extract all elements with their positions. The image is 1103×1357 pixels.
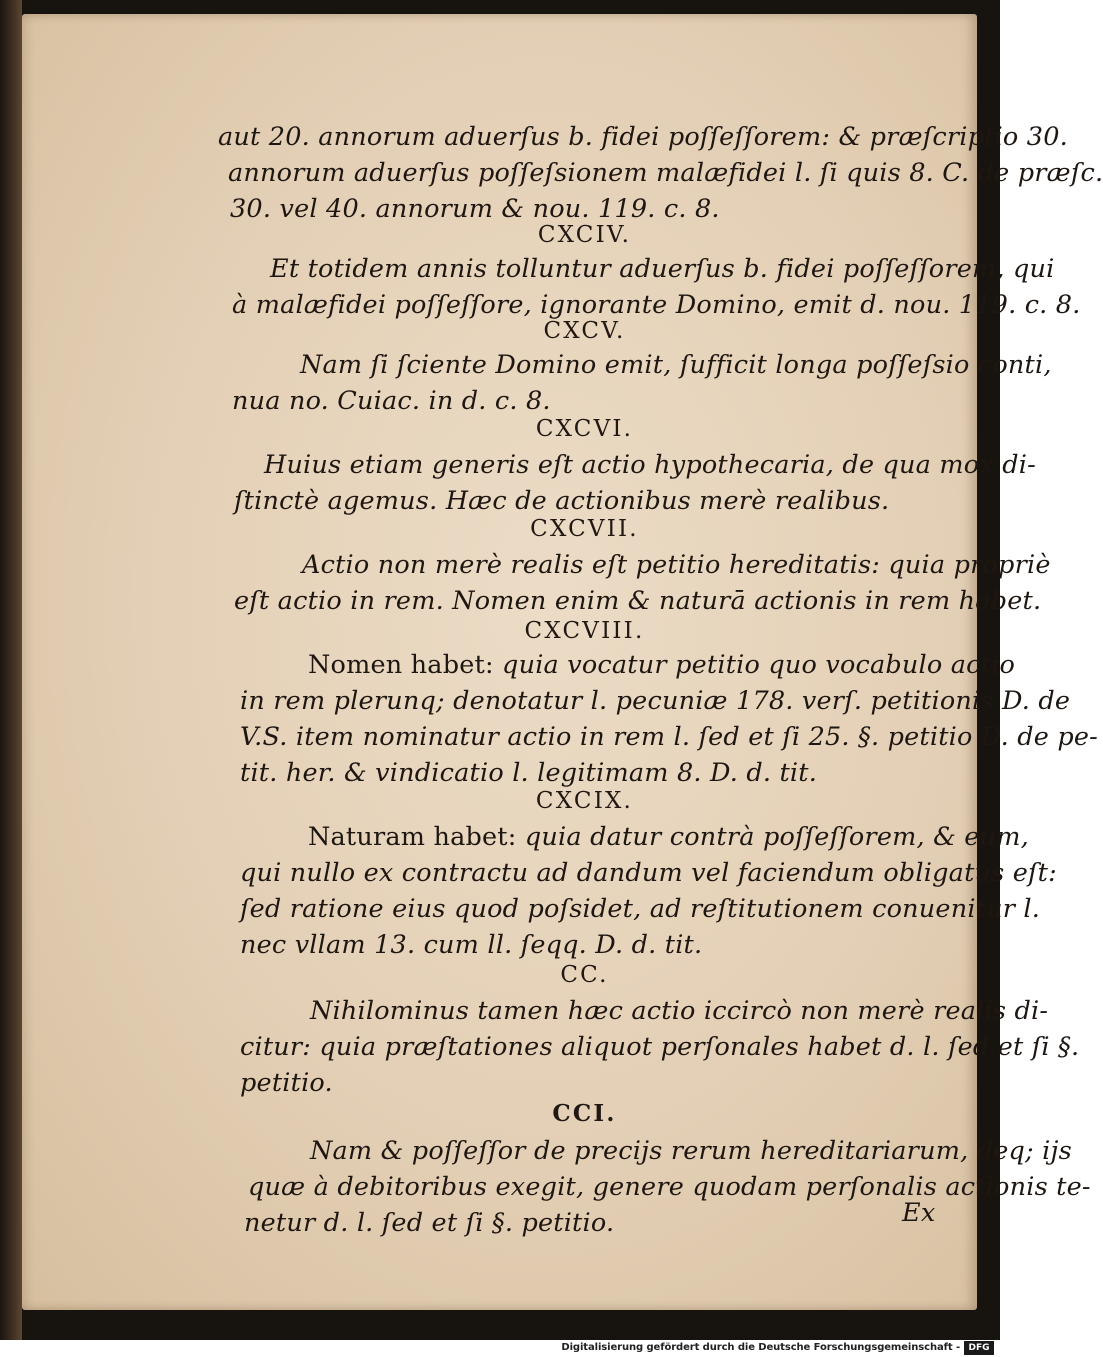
text-line: Nam & poſſeſſor de precijs rerum hereditariarum, deq; ijs	[310, 1136, 1072, 1166]
text-line	[308, 822, 1029, 852]
text-run: Nomen habet:	[308, 650, 494, 680]
text-line: nua no. Cuiac. in d. c. 8.	[232, 386, 551, 416]
section-heading: CXCIX.	[535, 788, 634, 814]
funding-notice: Digitalisierung gefördert durch die Deutsche Forschungsgemeinschaft -	[561, 1342, 960, 1353]
section-heading: CXCVI.	[535, 416, 634, 442]
text-line: V.S. item nominatur actio in rem l. ſed et ſi 25. §. petitio D. de pe-	[240, 722, 1098, 752]
text-line: Et totidem annis tolluntur aduerſus b. fidei poſſeſſorem, qui	[270, 254, 1055, 284]
section-heading: CXCVIII.	[524, 618, 645, 644]
text-line: Huius etiam generis eſt actio hypothecaria, de qua mox di-	[264, 450, 1036, 480]
text-line: eſt actio in rem. Nomen enim & naturā actionis in rem habet.	[234, 586, 1042, 616]
section-heading: CC.	[560, 962, 609, 988]
book-binding-edge	[0, 0, 22, 1340]
section-heading: CXCIV.	[537, 222, 632, 248]
text-line: aut 20. annorum aduerſus b. fidei poſſeſſorem: & præſcriptio 30.	[218, 122, 1068, 152]
section-heading: CXCVII.	[530, 516, 639, 542]
text-line: 30. vel 40. annorum & nou. 119. c. 8.	[230, 194, 720, 224]
text-line	[308, 650, 1015, 680]
text-run: Naturam habet:	[308, 822, 517, 852]
text-line: Actio non merè realis eſt petitio hereditatis: quia propriè	[302, 550, 1051, 580]
dfg-logo: DFG	[964, 1341, 994, 1355]
text-run: quia vocatur petitio quo vocabulo actio	[493, 650, 1015, 680]
text-line: qui nullo ex contractu ad dandum vel faciendum obligatus eſt:	[240, 858, 1057, 888]
text-line: annorum aduerſus poſſeſsionem malæfidei l. ſi quis 8. C. de præſc.	[228, 158, 1103, 188]
text-line: nec vllam 13. cum ll. ſeqq. D. d. tit.	[240, 930, 703, 960]
text-line: tit. her. & vindicatio l. legitimam 8. D. d. tit.	[240, 758, 818, 788]
text-line: netur d. l. ſed et ſi §. petitio.	[244, 1208, 615, 1238]
text-line: Nam ſi ſciente Domino emit, ſufficit longa poſſeſsio conti,	[300, 350, 1052, 380]
text-run: quia datur contrà poſſeſſorem, & eum,	[516, 822, 1029, 852]
text-line: ſed ratione eius quod poſsidet, ad reſtitutionem conuenitur l.	[240, 894, 1041, 924]
text-line: quæ à debitoribus exegit, genere quodam perſonalis actionis te-	[248, 1172, 1091, 1202]
text-line: in rem plerunq; denotatur l. pecuniæ 178. verſ. petitionis D. de	[240, 686, 1071, 716]
text-line: ſtinctè agemus. Hæc de actionibus merè realibus.	[234, 486, 890, 516]
footer-bar	[0, 1340, 1000, 1357]
section-heading: CXCV.	[543, 318, 626, 344]
text-line: citur: quia præſtationes aliquot perſonales habet d. l. ſed et ſi §.	[240, 1032, 1080, 1062]
text-line: petitio.	[240, 1068, 333, 1098]
text-line: Nihilominus tamen hæc actio iccircò non merè realis di-	[310, 996, 1049, 1026]
catchword: Ex	[902, 1198, 936, 1228]
section-heading: CCI.	[552, 1100, 617, 1127]
text-line: à malæfidei poſſeſſore, ignorante Domino, emit d. nou. 119. c. 8.	[232, 290, 1081, 320]
book-page	[22, 14, 1103, 1310]
